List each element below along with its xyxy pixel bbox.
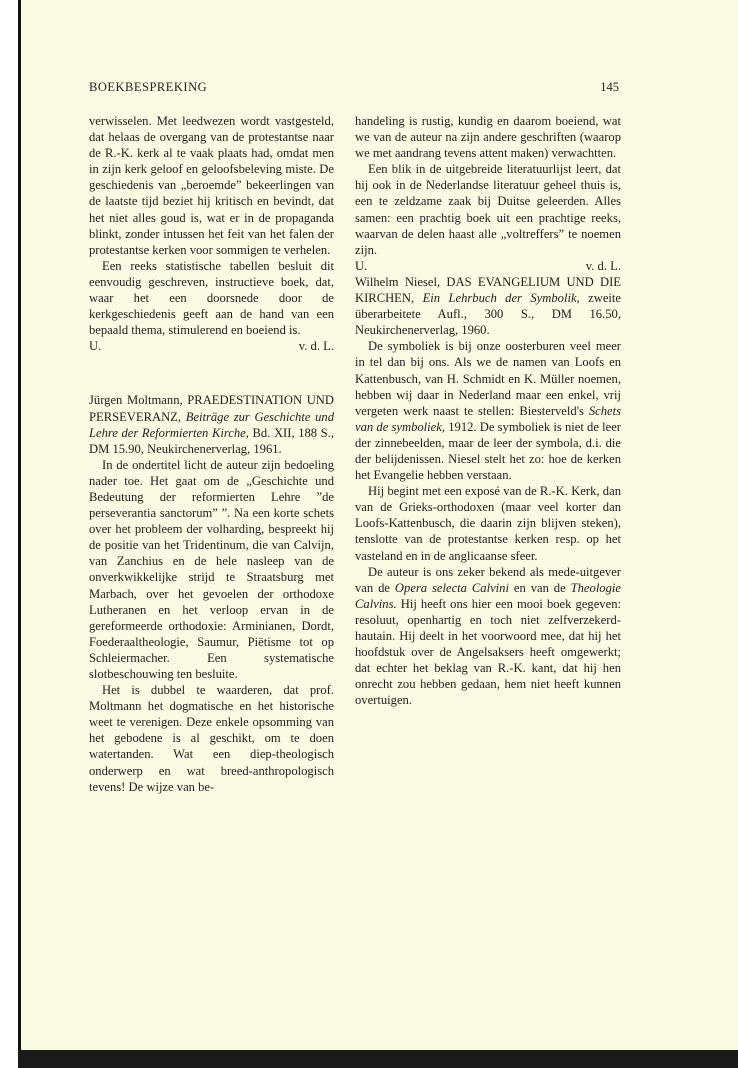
italic-title: Theologie Calvins. <box>355 580 621 611</box>
paragraph: verwisselen. Met leedwezen wordt vastgesteld, dat helaas de overgang van de protestantse naar de R.-K. kerk al te vaak plaats had, omdat men in zijn kerk geloof en geloofsbeleving miste. De geschiedenis van „beroemde” bekeerlingen van de laatste tijd beziet hij kritisch en bevindt, dat het niet alles goud is, wat er in de propaganda blinkt, zonder intussen het feit van het falen der protestantse kerken voor sommigen te verhelen. <box>89 114 334 257</box>
reviewer-signature <box>355 258 621 274</box>
book-citation <box>355 274 621 338</box>
citation-subtitle: Beiträge zur Geschichte und Lehre der Reformierten Kirche, <box>89 409 334 440</box>
text-run: De symboliek is bij onze oosterburen veel meer in tel dan bij ons. Als we de namen van Loofs en Kattenbusch, van H. Schmidt en K. Müller noemen, hebben wij daar in Nederland maar een enkel, vrij vergeten werk naast te stellen: Biesterveld's <box>355 339 621 418</box>
reviewer-signature <box>89 338 334 354</box>
text-run: en van de <box>513 580 566 595</box>
paragraph: Het is dubbel te waarderen, dat prof. Moltmann het dogmatische en het historische weet te verenigen. Deze enkele opsomming van het gebodene is al geschikt, om te doen watertanden. Wat een diep-theologisch onderwerp en wat breed-anthropologisch tevens! De wijze van be- <box>89 683 334 794</box>
running-title: BOEKBESPREKING <box>89 80 208 94</box>
scan-bottom-border <box>18 1050 738 1068</box>
signature-initial: U. <box>89 339 102 354</box>
paragraph: Een reeks statistische tabellen besluit dit eenvoudig geschreven, instructieve boek, dat, waar het een doorsnede door de kerkgeschiedenis geeft aan de hand van een bepaald thema, stimulerend en boeiend is. <box>89 258 334 338</box>
paragraph: Hij begint met een exposé van de R.-K. Kerk, dan van de Grieks-orthodoxen (maar veel korter dan Loofs-Kattenbusch, die daarin zijn blijven steken), tenslotte van de protestantse kerken resp. op het vasteland en in de anglicaanse sfeer. <box>355 484 621 563</box>
paragraph <box>355 564 621 709</box>
paragraph: In de ondertitel licht de auteur zijn bedoeling nader toe. Het gaat om de „Geschichte und Bedeutung der reformierten Lehre ”de perseverantia sanctorum” ”. Na een korte schets over het probleem der volharding, bespreekt hij de positie van het Tridentinum, die van Calvijn, van Zanchius en de hele nasleep van de onverkwikkelijke strijd te Straatsburg met Marbach, over het gevoelen der orthodoxe Lutheranen en het verloop ervan in de gereformeerde orthodoxie: Arminianen, Dordt, Foederaaltheologie, Saumur, Piëtisme tot op Schleiermacher. Een systematische slotbeschouwing ten besluite. <box>89 457 334 681</box>
citation-details: zweite überarbeitete Aufl., 300 S., DM 16.50, Neukirchenerverlag, 1960. <box>355 291 622 338</box>
signature-initial: U. <box>355 258 368 273</box>
paragraph <box>355 338 621 483</box>
left-column <box>89 113 334 795</box>
signature-name: v. d. L. <box>585 258 621 273</box>
running-header <box>89 80 619 95</box>
text-run: 1912. De symboliek is niet de leer der zinnebeelden, maar de leer der symbola, d.i. die der belijdenissen. Niesel stelt het zo: hoe de kerken het Evangelie hebben verstaan. <box>355 419 621 483</box>
right-column <box>355 113 621 708</box>
text-run: Hij heeft ons hier een mooi boek gegeven: resoluut, openhartig en toch niet zelfverzekerd-hautain. Hij deelt in het voorwoord mee, dat hij het hoofdstuk over de Angelsaksers heeft omgewerkt; dat echter het beklag van R.-K. kant, dat hij hen onrecht zou hebben gedaan, hem niet heeft kunnen overtuigen. <box>355 596 621 708</box>
italic-title: Opera selecta Calvini <box>394 580 509 595</box>
page-number: 145 <box>600 80 619 94</box>
citation-subtitle: Ein Lehrbuch der Symbolik, <box>422 291 580 306</box>
citation-author-title: Jürgen Moltmann, PRAEDESTINATION UND PERSEVERANZ, <box>89 393 334 424</box>
book-citation <box>89 392 334 456</box>
scan-margin <box>0 0 18 1068</box>
page <box>21 0 738 1050</box>
paragraph: Een blik in de uitgebreide literatuurlijst leert, dat hij ook in de Nederlandse literatuur geheel thuis is, een te zeldzame zaak bij Duitse geleerden. Alles samen: een prachtig boek uit een prachtige reeks, waarvan de delen haast alle „voltreffers” te noemen zijn. <box>355 162 621 257</box>
italic-title: Schets van de symboliek, <box>355 403 622 434</box>
paragraph: handeling is rustig, kundig en daarom boeiend, wat we van de auteur na zijn andere geschriften (waarop we met aandrang tevens attent maken) verwachtten. <box>355 114 621 161</box>
signature-name: v. d. L. <box>298 339 334 354</box>
citation-details: Bd. XII, 188 S., DM 15.90, Neukirchenerverlag, 1961. <box>89 425 334 456</box>
citation-author-title: Wilhelm Niesel, DAS EVANGELIUM UND DIE KIRCHEN, <box>355 274 621 306</box>
text-run: De auteur is ons zeker bekend als mede-uitgever van de <box>355 564 621 595</box>
